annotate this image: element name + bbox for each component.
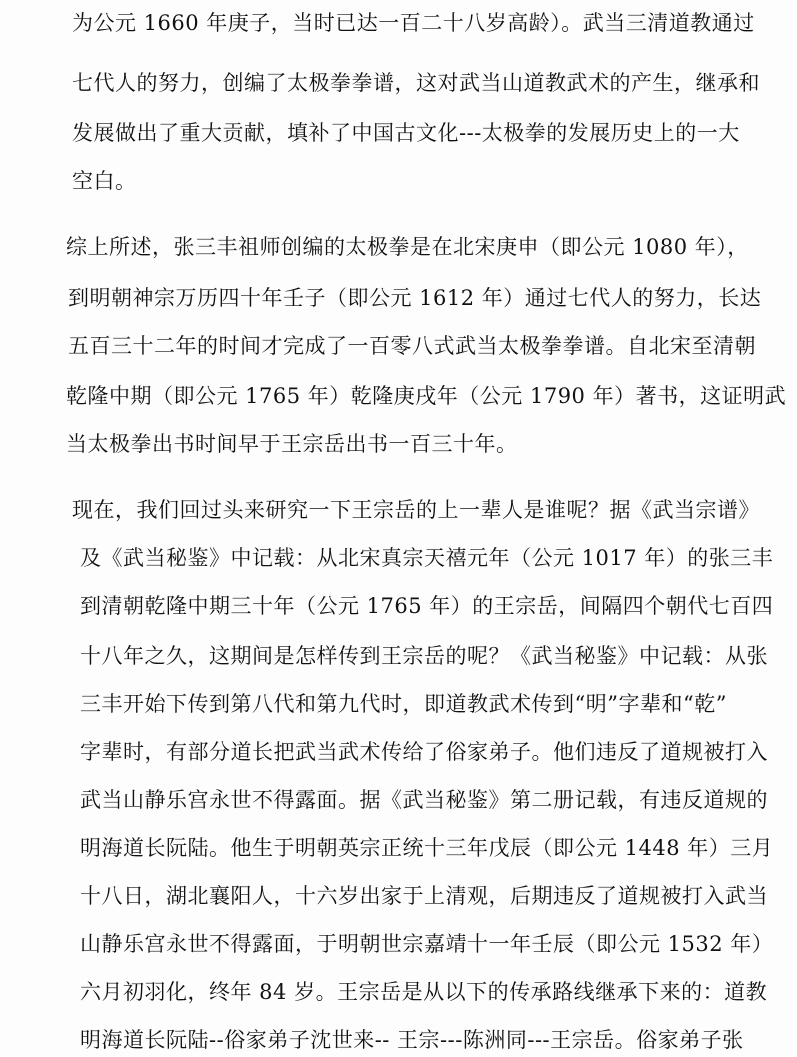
text-line: 乾隆中期（即公元 1765 年）乾隆庚戌年（公元 1790 年）著书，这证明武 — [66, 384, 787, 408]
text-line: 字辈时，有部分道长把武当武术传给了俗家弟子。他们违反了道规被打入 — [80, 740, 768, 764]
text-line: 到明朝神宗万历四十年壬子（即公元 1612 年）通过七代人的努力，长达 — [68, 286, 762, 310]
text-line: 发展做出了重大贡献，填补了中国古文化---太极拳的发展历史上的一大 — [72, 121, 740, 145]
text-line: 六月初羽化，终年 84 岁。王宗岳是从以下的传承路线继承下来的：道教 — [80, 980, 768, 1004]
text-line: 山静乐宫永世不得露面，于明朝世宗嘉靖十一年壬辰（即公元 1532 年） — [80, 932, 774, 956]
text-line: 当太极拳出书时间早于王宗岳出书一百三十年。 — [66, 432, 518, 456]
text-line: 武当山静乐宫永世不得露面。据《武当秘鉴》第二册记载，有违反道规的 — [80, 788, 768, 812]
text-line: 综上所述，张三丰祖师创编的太极拳是在北宋庚申（即公元 1080 年）， — [66, 235, 749, 259]
text-line: 及《武当秘鉴》中记载：从北宋真宗天禧元年（公元 1017 年）的张三丰 — [80, 546, 774, 570]
text-line: 明海道长阮陆。他生于明朝英宗正统十三年戊辰（即公元 1448 年）三月 — [80, 836, 774, 860]
text-line: 三丰开始下传到第八代和第九代时，即道教武术传到“明”字辈和“乾” — [80, 692, 727, 716]
text-line: 空白。 — [72, 169, 137, 193]
text-line: 十八日，湖北襄阳人，十六岁出家于上清观，后期违反了道规被打入武当 — [80, 884, 768, 908]
text-line: 明海道长阮陆--俗家弟子沈世来-- 王宗---陈洲同---王宗岳。俗家弟子张 — [80, 1028, 744, 1052]
text-line: 现在，我们回过头来研究一下王宗岳的上一辈人是谁呢？据《武当宗谱》 — [72, 498, 760, 522]
text-line: 十八年之久，这期间是怎样传到王宗岳的呢？《武当秘鉴》中记载：从张 — [80, 644, 768, 668]
text-line: 为公元 1660 年庚子，当时已达一百二十八岁高龄）。武当三清道教通过 — [72, 11, 755, 35]
text-line: 到清朝乾隆中期三十年（公元 1765 年）的王宗岳，间隔四个朝代七百四 — [80, 594, 774, 618]
text-line: 五百三十二年的时间才完成了一百零八式武当太极拳拳谱。自北宋至清朝 — [68, 334, 756, 358]
text-line: 七代人的努力，创编了太极拳拳谱，这对武当山道教武术的产生，继承和 — [72, 71, 760, 95]
